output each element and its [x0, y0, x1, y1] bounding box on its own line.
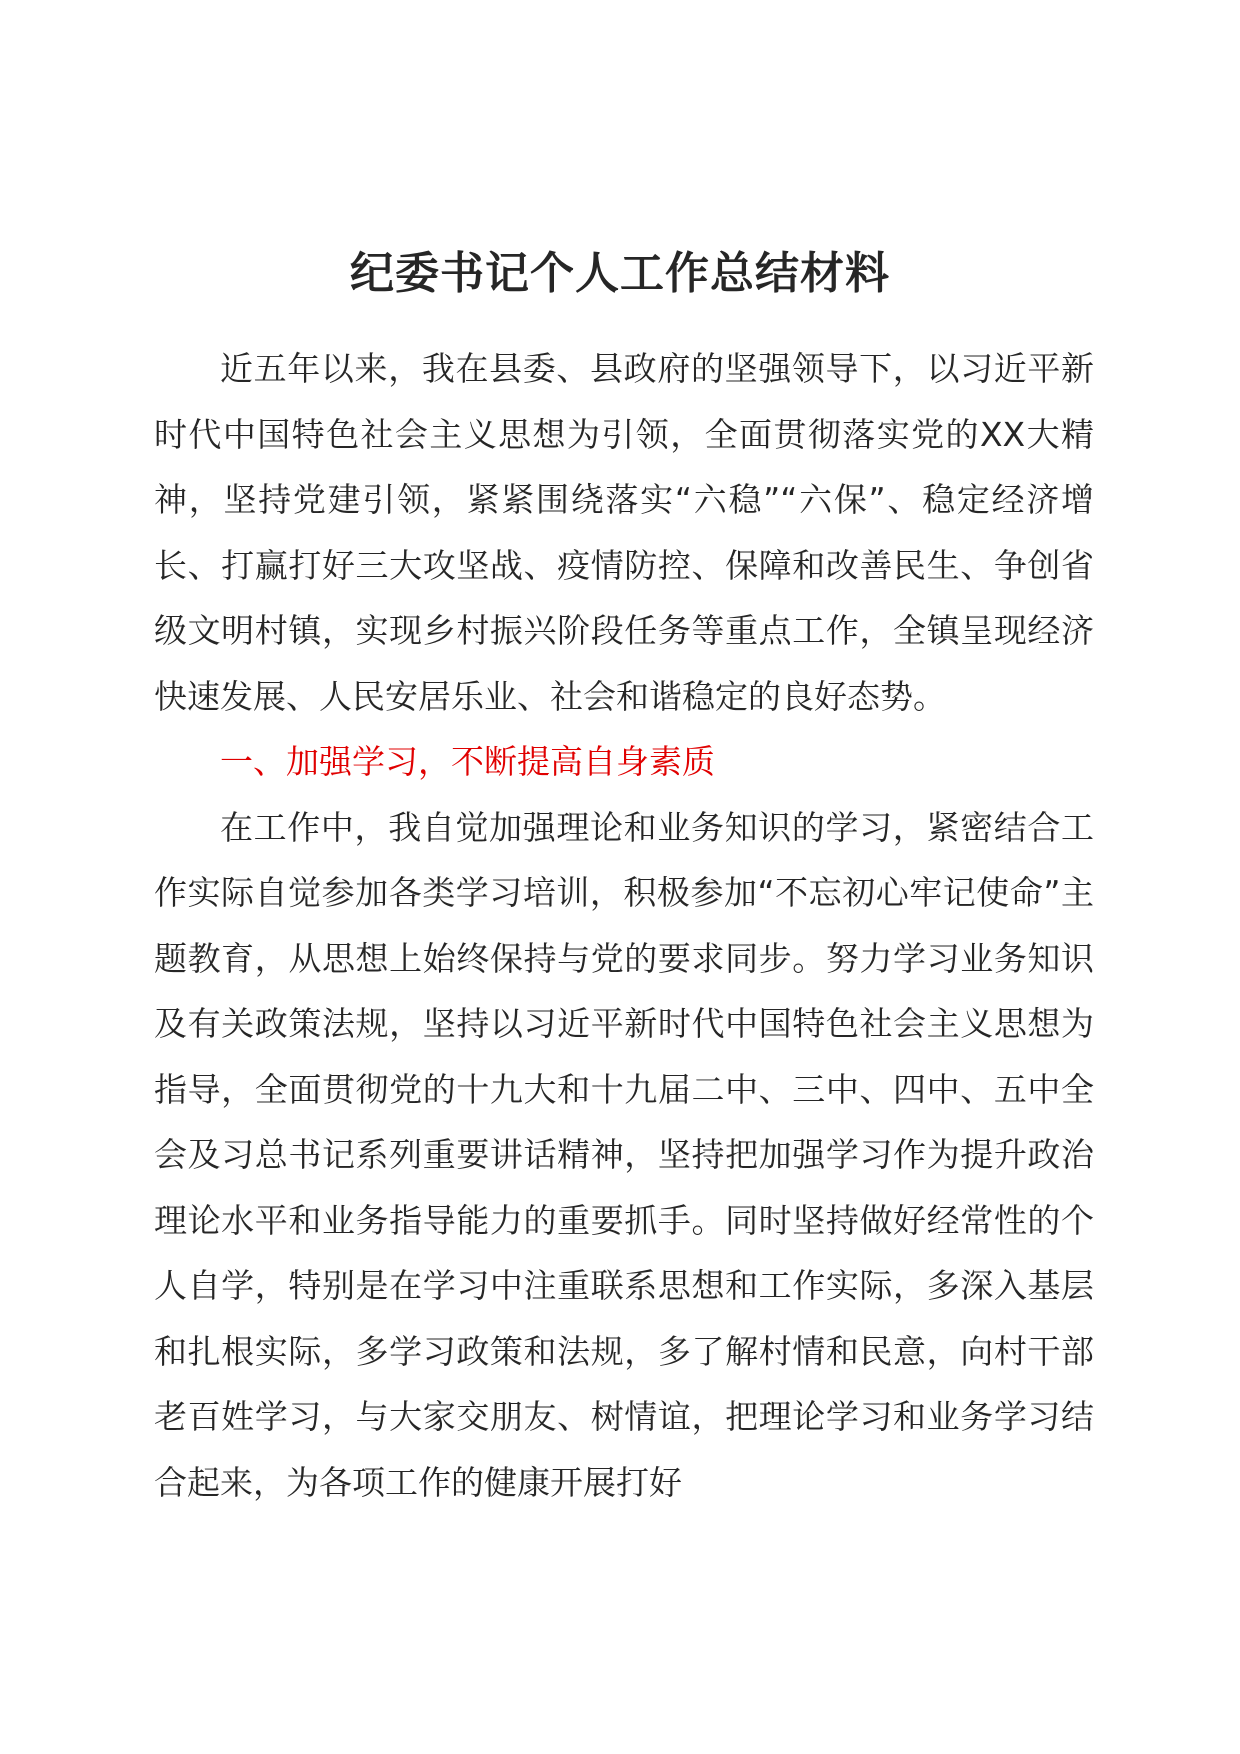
- document-title: 纪委书记个人工作总结材料: [350, 248, 890, 299]
- document-body: [154, 336, 1094, 1515]
- section-heading: 一、加强学习，不断提高自身素质: [220, 742, 715, 781]
- section-paragraph: 在工作中，我自觉加强理论和业务知识的学习，紧密结合工作实际自觉参加各类学习培训，积极参加“不忘初心牢记使命”主题教育，从思想上始终保持与党的要求同步。努力学习业务知识及有关政策法规，坚持以习近平新时代中国特色社会主义思想为指导，全面贯彻党的十九大和十九届二中、三中、四中、五中全会及习总书记系列重要讲话精神，坚持把加强学习作为提升政治理论水平和业务指导能力的重要抓手。同时坚持做好经常性的个人自学，特别是在学习中注重联系思想和工作实际，多深入基层和扎根实际，多学习政策和法规，多了解村情和民意，向村干部老百姓学习，与大家交朋友、树情谊，把理论学习和业务学习结合起来，为各项工作的健康开展打好: [154, 807, 1094, 1502]
- intro-paragraph: 近五年以来，我在县委、县政府的坚强领导下，以习近平新时代中国特色社会主义思想为引领，全面贯彻落实党的XX大精神，坚持党建引领，紧紧围绕落实“六稳”“六保”、稳定经济增长、打赢打好三大攻坚战、疫情防控、保障和改善民生、争创省级文明村镇，实现乡村振兴阶段任务等重点工作，全镇呈现经济快速发展、人民安居乐业、社会和谐稳定的良好态势。: [154, 349, 1094, 716]
